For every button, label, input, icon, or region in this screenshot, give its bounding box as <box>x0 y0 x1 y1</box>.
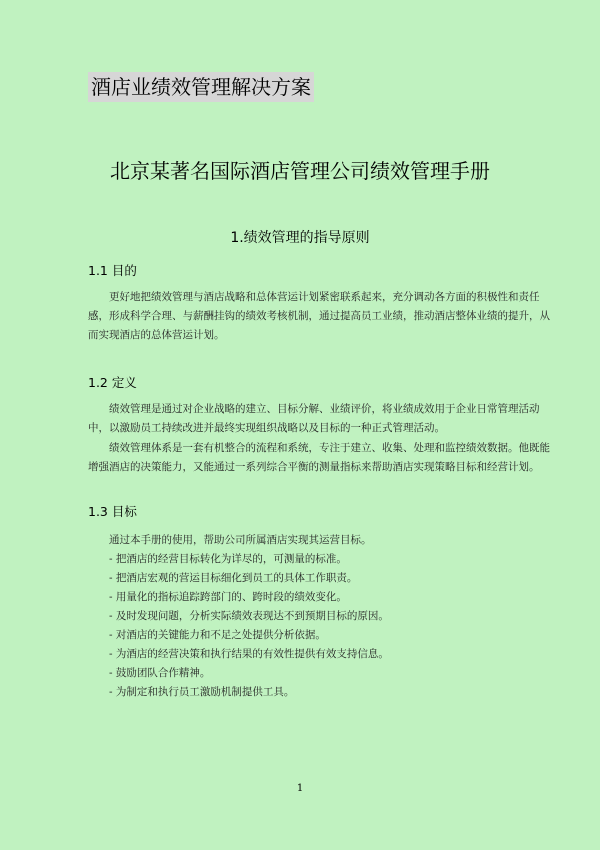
purpose-paragraph: 更好地把绩效管理与酒店战略和总体营运计划紧密联系起来，充分调动各方面的积极性和责任感，形成科学合理、与薪酬挂钩的绩效考核机制，通过提高员工业绩，推动酒店整体业绩的提升，从而实现酒店的总体营运计划。 <box>88 291 550 341</box>
list-item: - 及时发现问题，分析实际绩效表现达不到预期目标的原因。 <box>109 610 389 622</box>
section-heading-purpose: 1.1 目的 <box>88 263 137 278</box>
list-item: - 为制定和执行员工激励机制提供工具。 <box>109 686 295 698</box>
chapter-title: 1.绩效管理的指导原则 <box>230 230 370 246</box>
section-heading-definition: 1.2 定义 <box>88 375 137 390</box>
page-number: 1 <box>296 783 304 794</box>
section-heading-goals: 1.3 目标 <box>88 504 137 519</box>
banner-title: 酒店业绩效管理解决方案 <box>88 72 314 102</box>
list-item: - 对酒店的关键能力和不足之处提供分析依据。 <box>109 629 326 641</box>
list-item: - 把酒店宏观的营运目标细化到员工的具体工作职责。 <box>109 572 358 584</box>
definition-paragraph-2: 绩效管理体系是一套有机整合的流程和系统，专注于建立、收集、处理和监控绩效数据。他既能增强酒店的决策能力，又能通过一系列综合平衡的测量指标来帮助酒店实现策略目标和经营计划。 <box>88 442 550 473</box>
list-item: - 把酒店的经营目标转化为详尽的，可测量的标准。 <box>109 553 347 565</box>
goals-intro: 通过本手册的使用，帮助公司所属酒店实现其运营目标。 <box>109 534 372 546</box>
list-item: - 用量化的指标追踪跨部门的、跨时段的绩效变化。 <box>109 591 347 603</box>
list-item: - 鼓励团队合作精神。 <box>109 667 211 679</box>
list-item: - 为酒店的经营决策和执行结果的有效性提供有效支持信息。 <box>109 648 389 660</box>
document-title: 北京某著名国际酒店管理公司绩效管理手册 <box>110 159 490 183</box>
definition-paragraph-1: 绩效管理是通过对企业战略的建立、目标分解、业绩评价，将业绩成效用于企业日常管理活动中，以激励员工持续改进并最终实现组织战略以及目标的一种正式管理活动。 <box>88 403 540 434</box>
goals-list <box>109 531 389 702</box>
